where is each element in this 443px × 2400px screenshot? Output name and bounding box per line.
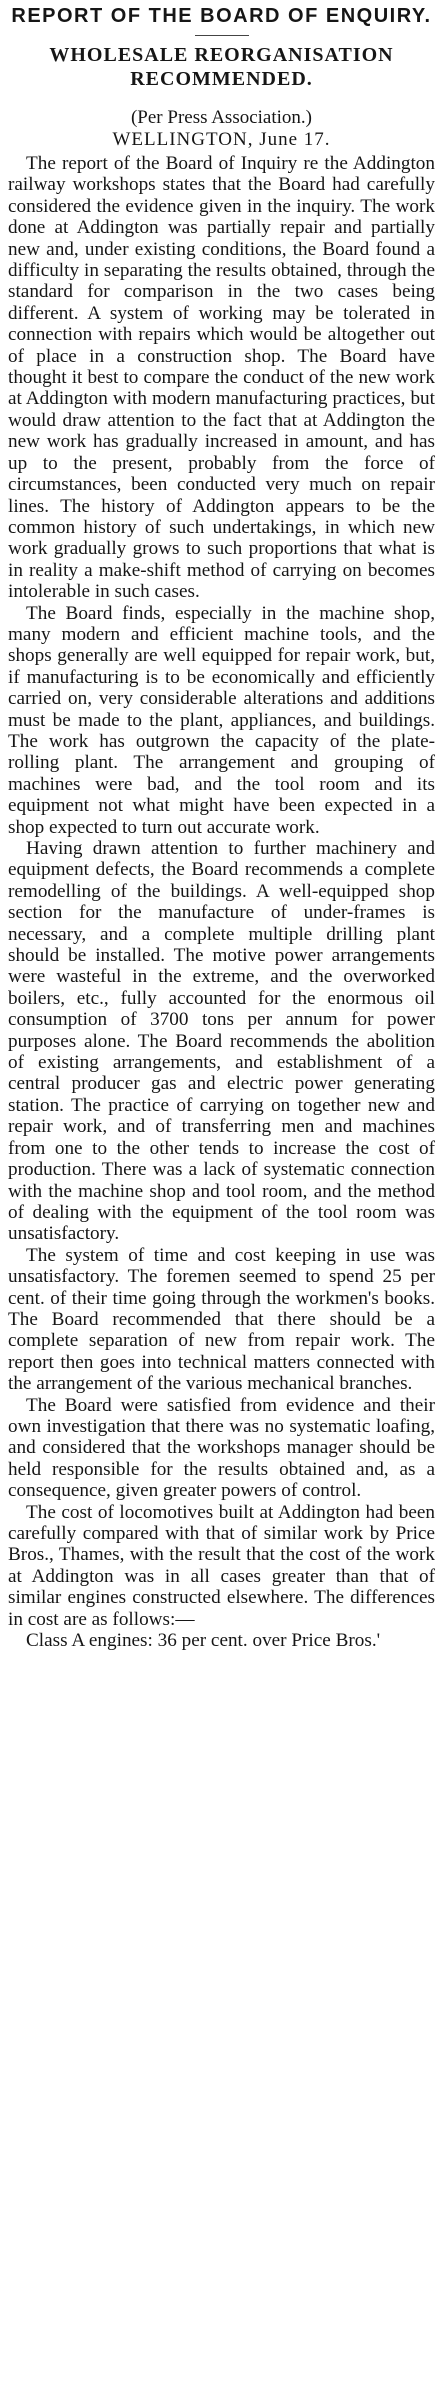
article-body — [8, 153, 435, 1651]
headline-rule — [195, 35, 249, 36]
paragraph-1: The report of the Board of Inquiry re the Addington railway workshops states that the Board had carefully considered the evidence given in the inquiry. The work done at Addington was partially repair and partially new and, under existing conditions, the Board found a difficulty in separating the results obtained, through the standard for comparison in the two cases being different. A system of working may be tolerated in connection with repairs which would be altogether out of place in a construction shop. The Board have thought it best to compare the conduct of the new work at Addington with modern manufacturing practices, but would draw attention to the fact that at Addington the new work has gradually increased in amount, and has up to the present, probably from the force of circumstances, been conducted very much on repair lines. The history of Addington appears to be the common history of such undertakings, in which new work gradually grows to such proportions that what is in reality a make-shift method of carrying on becomes intolerable in such cases. — [8, 153, 435, 603]
paragraph-5: The Board were satisfied from evidence and their own investigation that there was no systematic loafing, and considered that the workshops manager should be held responsible for the results obtained and, as a consequence, given greater powers of control. — [8, 1394, 435, 1502]
paragraph-6: The cost of locomotives built at Addington had been carefully compared with that of similar work by Price Bros., Thames, with the result that the cost of the work at Addington was in all cases greater than that of similar engines constructed elsewhere. The differences in cost are as follows:— — [8, 1501, 435, 1630]
press-credit: (Per Press Association.) — [130, 107, 312, 128]
paragraph-2: The Board finds, especially in the machine shop, many modern and efficient machine tools, and the shops generally are well equipped for repair work, but, if manufacturing is to be economically and efficiently carried on, very considerable alterations and additions must be made to the plant, appliances, and buildings. The work has outgrown the capacity of the plate-rolling plant. The arrangement and grouping of machines were bad, and the tool room and its equipment not what might have been expected in a shop expected to turn out accurate work. — [8, 602, 435, 838]
subheadline: WHOLESALE REORGANISATION RECOMMENDED. — [49, 44, 394, 90]
paragraph-3: Having drawn attention to further machinery and equipment defects, the Board recommends a complete remodelling of the buildings. A well-equipped shop section for the manufacture of under-frames is necessary, and a complete multiple drilling plant should be installed. The motive power arrangements were wasteful in the extreme, and the overworked boilers, etc., fully accounted for the enormous oil consumption of 3700 tons per annum for power purposes alone. The Board recommends the abolition of existing arrangements, and establishment of a central producer gas and electric power generating station. The practice of carrying on together new and repair work, and of transferring men and machines from one to the other tends to increase the cost of production. There was a lack of systematic connection with the machine shop and tool room, and the method of dealing with the equipment of the tool room was unsatisfactory. — [8, 838, 435, 1245]
paragraph-4: The system of time and cost keeping in use was unsatisfactory. The foremen seemed to spend 25 per cent. of their time going through the workmen's books. The Board recommended that there should be a complete separation of new from repair work. The report then goes into technical matters connected with the arrangement of the various mechanical branches. — [8, 1244, 435, 1395]
paragraph-7: Class A engines: 36 per cent. over Price Bros.' — [26, 1630, 381, 1652]
headline: REPORT OF THE BOARD OF ENQUIRY. — [11, 5, 432, 27]
dateline: WELLINGTON, June 17. — [112, 129, 331, 150]
